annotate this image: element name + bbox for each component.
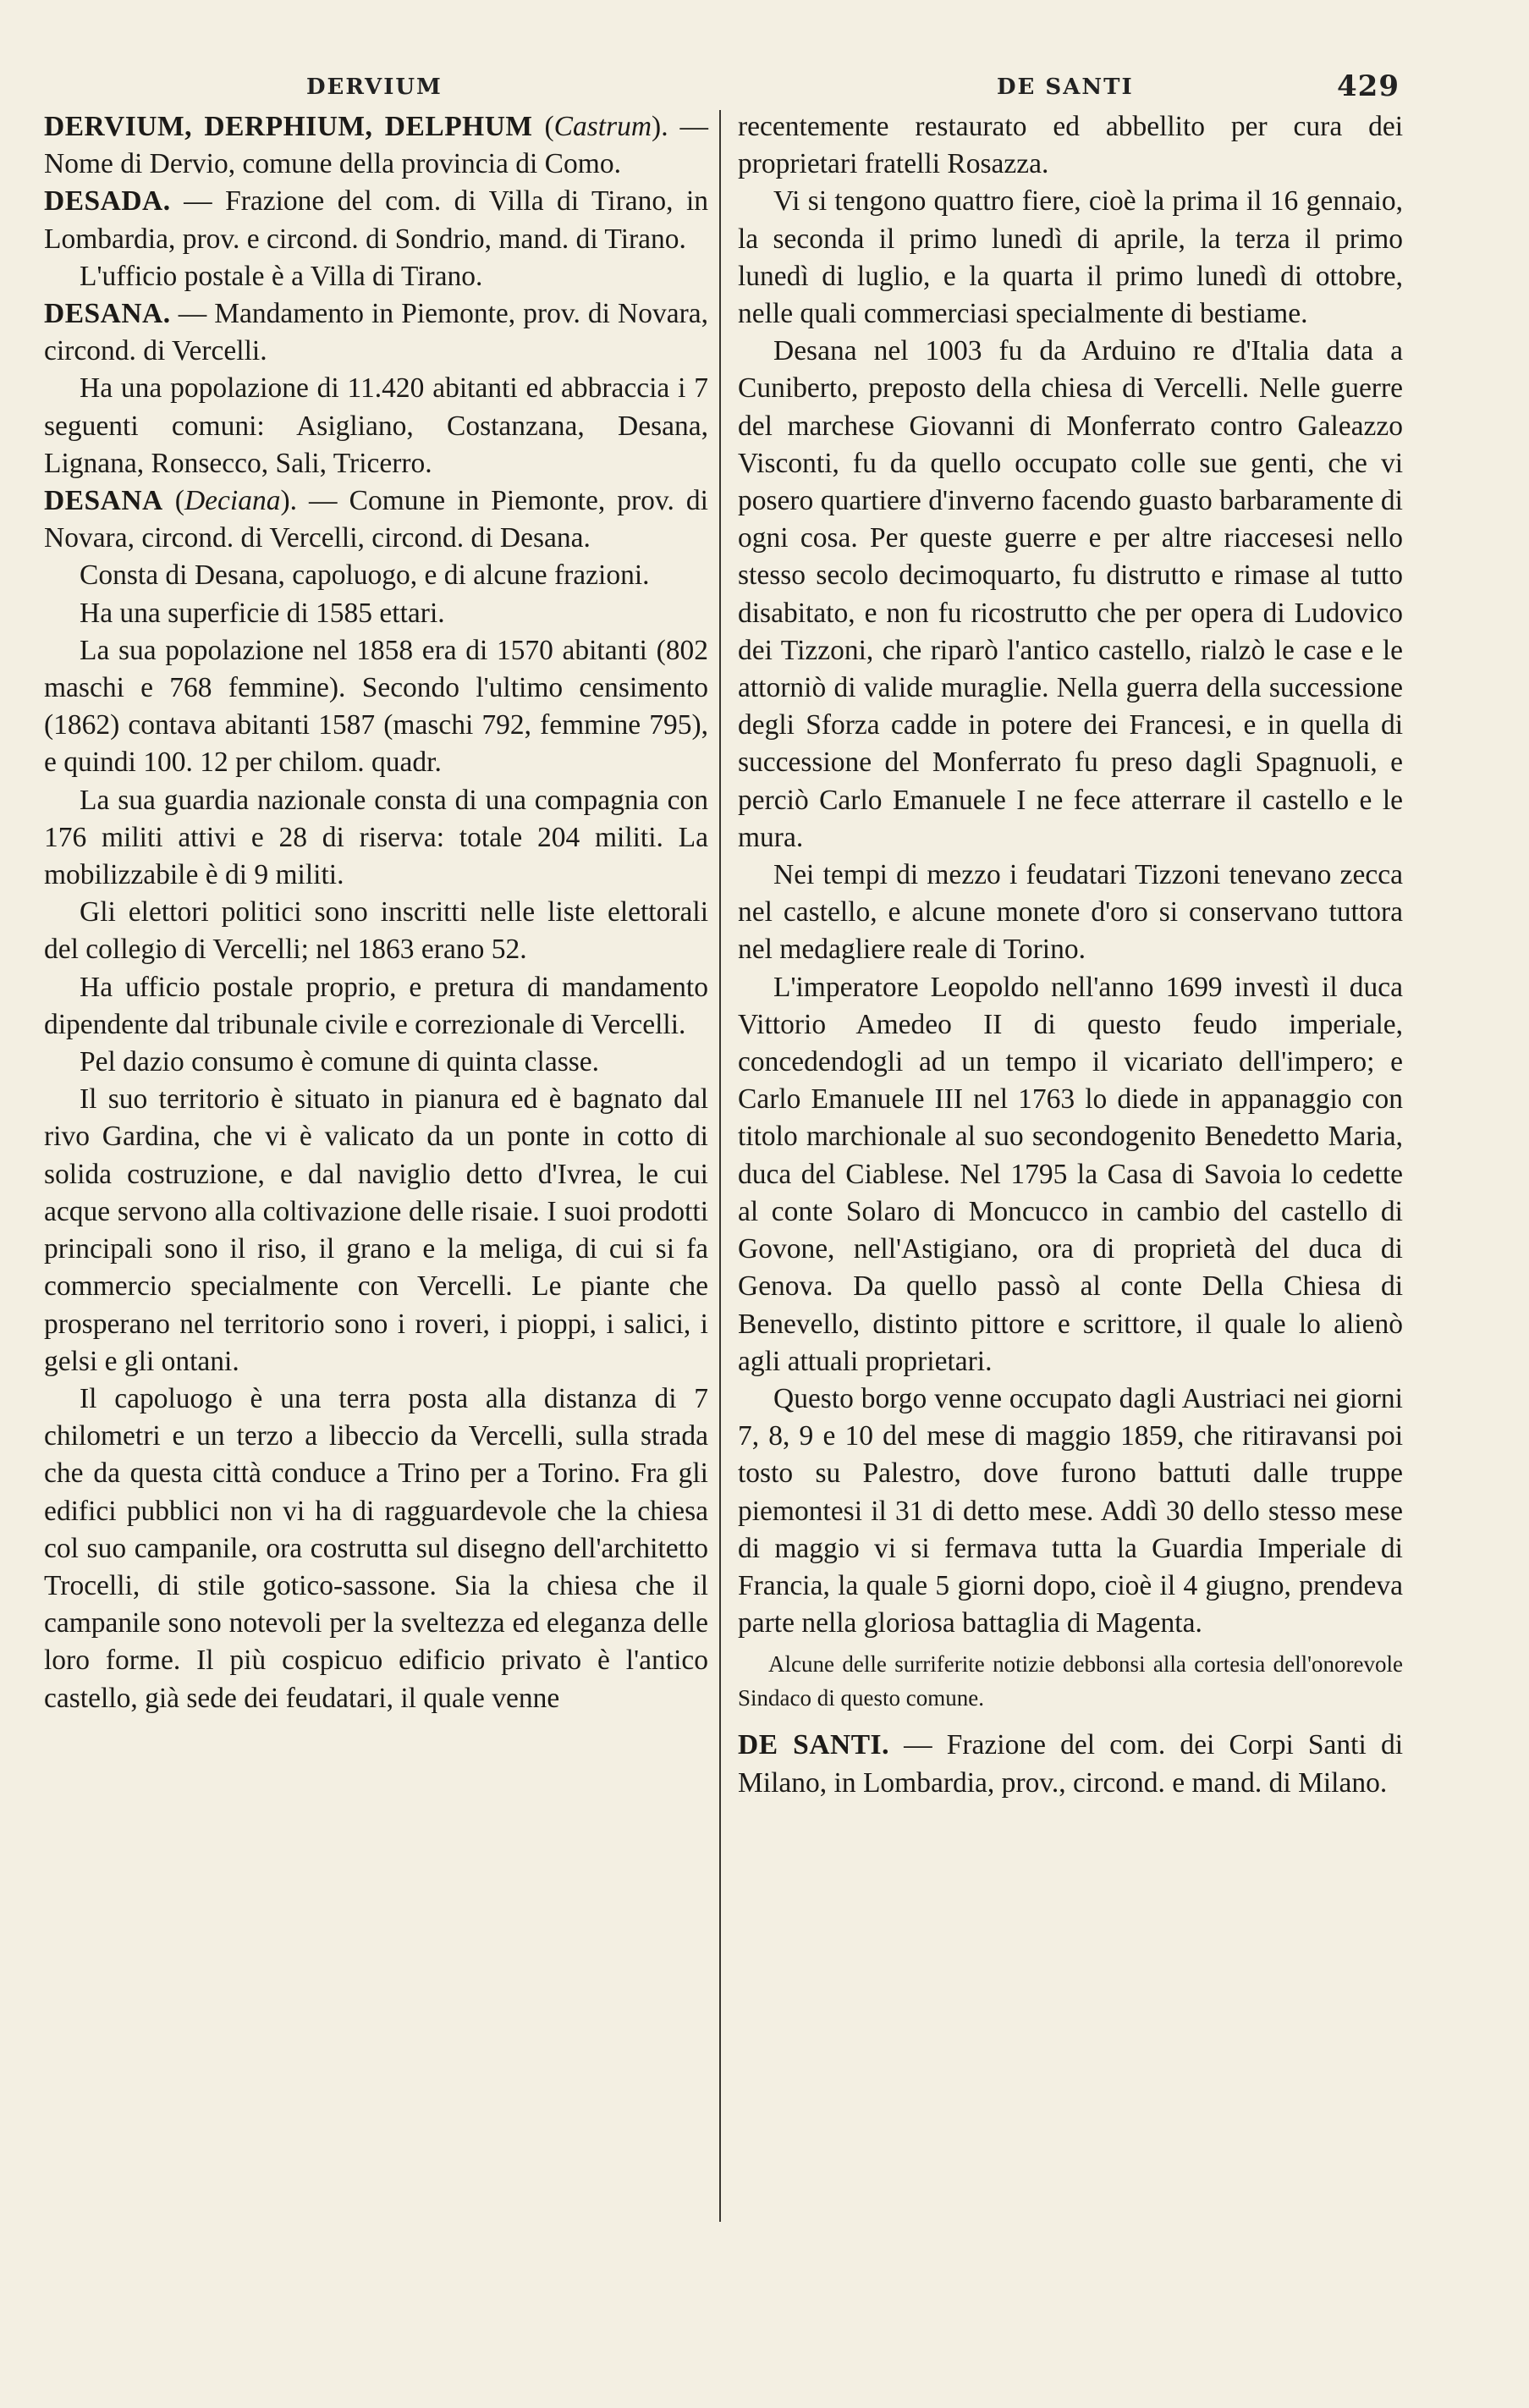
entry-text: — Frazione del com. di Villa di Tirano, in Lombardia, prov. e circond. di Sondrio, mand. di Tirano. [44,185,708,255]
entry-text: — Frazione del com. dei Corpi Santi di Milano, in Lombardia, prov., circond. e mand. di Milano. [738,1729,1403,1799]
entry-text: — Mandamento in Piemonte, prov. di Novara, circond. di Vercelli. [44,298,708,367]
headword: DESANA. [44,298,171,330]
body-paragraph: Il suo territorio è situato in pianura ed è bagnato dal rivo Gardina, che vi è valicato da un ponte in cotto di solida costruzione, e dal naviglio detto d'Ivrea, le cui acque servono alla coltivazione delle risaie. I suoi prodotti principali sono il riso, il grano e la meliga, di cui si fa commercio specialmente con Vercelli. Le piante che prosperano nel territorio sono i roveri, i pioppi, i salici, i gelsi e gli ontani. [44,1083,708,1377]
headword-variant: Castrum [553,111,652,142]
running-head-left: DERVIUM [306,74,443,100]
entry-paragraph [738,1727,1403,1801]
column-divider [719,110,721,2222]
headword: DE SANTI. [738,1729,889,1761]
body-paragraph: Il capoluogo è una terra posta alla distanza di 7 chilometri e un terzo a libeccio da Vercelli, sulla strada che da questa città conduce a Trino per a Torino. Fra gli edifici pubblici non vi ha di ragguardevole che la chiesa col suo campanile, ora costrutta sul disegno dell'architetto Trocelli, di stile gotico-sassone. Sia la chiesa che il campanile sono notevoli per la sveltezza ed eleganza delle loro forme. Il più cospicuo edificio privato è l'antico castello, già sede dei feudatari, il quale venne [44,1382,708,1714]
continued-paragraph: recentemente restaurato ed abbellito per cura dei proprietari fratelli Rosazza. [738,111,1403,180]
right-column [738,108,1403,1802]
page-number: 429 [1337,69,1400,103]
body-paragraph: Ha una popolazione di 11.420 abitanti ed abbraccia i 7 seguenti comuni: Asigliano, Costanzana, Desana, Lignana, Ronsecco, Sali, Tricerro. [44,372,708,479]
entry-text: — Comune in Piemonte, prov. di Novara, circond. di Vercelli, circond. di Desana. [44,485,708,554]
footnote: Alcune delle surriferite notizie debbonsi alla cortesia dell'onorevole Sindaco di questo comune. [738,1651,1403,1711]
body-paragraph: Pel dazio consumo è comune di quinta classe. [80,1046,600,1078]
variant-close: ). [652,111,668,142]
headword-variant: Deciana [184,485,281,517]
body-paragraph: Gli elettori politici sono inscritti nelle liste elettorali del collegio di Vercelli; nel 1863 erano 52. [44,896,708,966]
headword: DERVIUM, DERPHIUM, DELPHUM [44,111,533,142]
body-paragraph: L'ufficio postale è a Villa di Tirano. [80,260,483,292]
body-paragraph: Consta di Desana, capoluogo, e di alcune frazioni. [80,559,650,592]
body-paragraph: Ha ufficio postale proprio, e pretura di mandamento dipendente dal tribunale civile e correzionale di Vercelli. [44,971,708,1040]
body-paragraph: Questo borgo venne occupato dagli Austriaci nei giorni 7, 8, 9 e 10 del mese di maggio 1859, che ritiravansi poi tosto su Palestro, dove furono battuti dalle truppe piemontesi il 31 di detto mese. Addì 30 dello stesso mese di maggio vi si fermava tutta la Guardia Imperiale di Francia, la quale 5 giorni dopo, cioè il 4 giugno, prendeva parte nella gloriosa battaglia di Magenta. [738,1382,1403,1639]
body-paragraph: Vi si tengono quattro fiere, cioè la prima il 16 gennaio, la seconda il primo lunedì di aprile, la terza il primo lunedì di luglio, e la quarta il primo lunedì di ottobre, nelle quali commerciasi specialmente di bestiame. [738,185,1403,330]
entry-text: — Nome di Dervio, comune della provincia di Como. [44,111,709,180]
entry-paragraph [44,295,708,370]
entry-paragraph: DESANA (Deciana). — Comune in Piemonte, prov. di Novara, circond. di Vercelli, circond. di Desana. [44,485,708,554]
body-paragraph: Desana nel 1003 fu da Arduino re d'Italia data a Cuniberto, preposto della chiesa di Vercelli. Nelle guerre del marchese Giovanni di Monferrato contro Galeazzo Visconti, fu da quello occupato colle sue genti, che vi posero quartiere d'inverno facendo guasto barbaramente di ogni cosa. Per queste guerre e per altre riaccesesi nello stesso secolo decimoquarto, fu distrutto e rimase al tutto disabitato, e non fu ricostrutto che per opera di Ludovico dei Tizzoni, che riparò l'antico castello, rialzò le case e le attorniò di valide muraglie. Nella guerra della successione degli Sforza cadde in potere dei Francesi, e in quella di successione del Monferrato fu preso dagli Spagnuoli, e perciò Carlo Emanuele I ne fece atterrare il castello e le mura. [738,335,1403,853]
body-paragraph: La sua popolazione nel 1858 era di 1570 abitanti (802 maschi e 768 femmine). Secondo l'ultimo censimento (1862) contava abitanti 1587 (maschi 792, femmine 795), e quindi 100. 12 per chilom. quadr. [44,634,708,779]
body-paragraph: L'imperatore Leopoldo nell'anno 1699 investì il duca Vittorio Amedeo II di questo feudo imperiale, concedendogli ad un tempo il vicariato dell'impero; e Carlo Emanuele III nel 1763 lo diede in appanaggio con titolo marchionale al suo secondogenito Benedetto Maria, duca del Ciablese. Nel 1795 la Casa di Savoia lo cedette al conte Solaro di Moncucco in cambio del castello di Govone, nell'Astigiano, ora di proprietà del duca di Genova. Da quello passò al conte Della Chiesa di Benevello, distinto pittore e scrittore, il quale lo alienò agli attuali proprietari. [738,971,1403,1377]
entry-paragraph [44,183,708,257]
headword: DESANA [44,485,163,517]
left-column [44,108,708,1717]
body-paragraph: Ha una superficie di 1585 ettari. [80,597,445,629]
headword: DESADA. [44,185,171,218]
body-paragraph: La sua guardia nazionale consta di una compagnia con 176 militi attivi e 28 di riserva: totale 204 militi. La mobilizzabile è di 9 militi. [44,784,708,891]
entry-paragraph: DERVIUM, DERPHIUM, DELPHUM (Castrum). — Nome di Dervio, comune della provincia di Como. [44,111,709,180]
body-paragraph: Nei tempi di mezzo i feudatari Tizzoni tenevano zecca nel castello, e alcune monete d'oro si conservano tuttora nel medagliere reale di Torino. [738,859,1403,966]
variant-close: ). [280,485,297,517]
running-head-center: DE SANTI [997,74,1134,100]
